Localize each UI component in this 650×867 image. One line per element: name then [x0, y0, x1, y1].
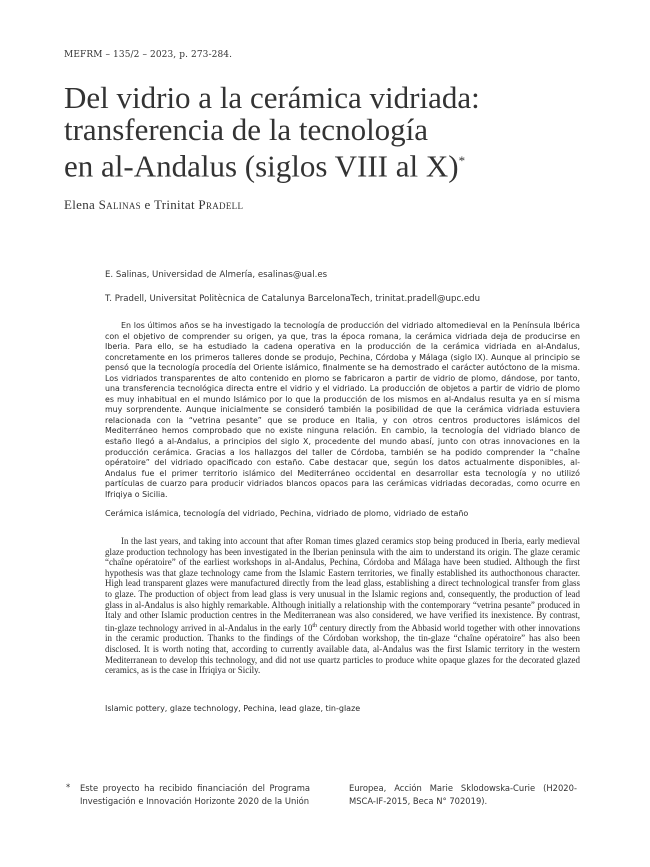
- abstract-spanish-text: En los últimos años se ha investigado la tecnología de producción del vidriado altomedieval en la Península Ibérica con el objetivo de comprender su origen, ya que, tras la época romana, la cerámica vidriada deja de producirse en Iberia. Para ello, se ha estudiado la cadena operativa en la producción de la cerámica vidriada en al-Andalus, concretamente en los primeros talleres donde se produjo, Pechina, Córdoba y Málaga (siglo IX). Aunque al principio se pensó que la tecnología procedía del Oriente islámico, finalmente se ha demostrado el carácter autóctono de la misma. Los vidriados transparentes de alto contenido en plomo se fabricaron a partir de vidrio de plomo, dándose, por tanto, una transferencia tecnológica directa entre el vidrio y el vidriado. La producción de objetos a partir de vidrio de plomo es muy inhabitual en el mundo Islámico por lo que la producción de los mismos en al-Andalus resulta ya en sí misma muy sorprendente. Aunque inicialmente se consideró también la posibilidad de que la cerámica vidriada estuviera relacionada con la “vetrina pesante” que se produce en Italia, y con otros centros productores islámicos del Mediterráneo hemos comprobado que no existe ninguna relación. En cambio, la tecnología del vidriado blanco de estaño llegó a al-Andalus, a principios del siglo X, procedente del mundo abasí, junto con otras innovaciones en la producción cerámica. Gracias a los hallazgos del taller de Córdoba, también se ha podido comprender la “chaîne opératoire” del vidriado opacificado con estaño. Cabe destacar que, según los datos actualmente disponibles, al-Andalus fue el primer territorio islámico del Mediterráneo occidental en desarrollar esta tecnología y no utilizó partículas de cuarzo para producir vidriados blancos opacos para las cerámicas vidriadas decoradas, como ocurre en Ifriqiya o Sicilia.: [105, 321, 580, 499]
- author-1-last: Salinas: [98, 197, 141, 212]
- author-line: [64, 197, 243, 213]
- keywords-english: Islamic pottery, glaze technology, Pechina, lead glaze, tin-glaze: [105, 704, 361, 713]
- title-line-1: Del vidrio a la cerámica vidriada:: [64, 80, 480, 115]
- title-line-3-text: en al-Andalus (siglos VIII al X): [64, 148, 459, 184]
- journal-citation: MEFRM – 135/2 – 2023, p. 273-284.: [64, 50, 233, 60]
- title-footnote-mark: *: [458, 153, 466, 168]
- abstract-english: [105, 536, 580, 676]
- author-1-first: Elena: [64, 197, 99, 212]
- footnote-mark: *: [66, 782, 71, 792]
- author-2-first: Trinitat: [153, 197, 199, 212]
- title-line-3: [64, 145, 584, 182]
- author-2-last: Pradell: [198, 197, 244, 212]
- abstract-english-sup: th: [312, 622, 317, 629]
- abstract-english-part-2: century directly from the Abbasid world together with other innovations in the ceramic production. Thanks to the findings of the Córdoban workshop, the tin-glaze “chaîne opératoire” has also been disclosed. It is worth noting that, according to currently available data, al-Andalus was the first Islamic territory in the western Mediterranean to develop this technology, and did not use quartz particles to produce white opaque glazes for the decorated glazed ceramics, as is the case in Ifriqiya or Sicily.: [105, 622, 580, 676]
- title-line-2: transferencia de la tecnología: [64, 111, 429, 147]
- abstract-spanish: [105, 321, 580, 500]
- author-conjunction: e: [141, 197, 154, 212]
- footnote-left-column: Este proyecto ha recibido financiación del Programa Investigación e Innovación Horizonte 2020 de la Unión: [80, 783, 310, 806]
- affiliation-1: E. Salinas, Universidad de Almería, esalinas@ual.es: [105, 270, 328, 280]
- article-title: [64, 82, 584, 182]
- footnote-right-column: Europea, Acción Marie Sklodowska-Curie (H2020-MSCA-IF-2015, Beca N° 702019).: [349, 783, 577, 806]
- abstract-english-part-1: In the last years, and taking into account that after Roman times glazed ceramics stop being produced in Iberia, early medieval glaze production technology has been investigated in the Iberian peninsula with the aim to understand its origin. The glaze ceramic “chaîne opératoire” of the earliest workshops in al-Andalus, Pechina, Córdoba and Málaga have been studied. Although the first hypothesis was that glaze technology came from the Islamic Eastern territories, we finally established its authocthonous character. High lead transparent glazes were manufactured directly from the lead glass, establishing a direct technological transfer from glass to glaze. The production of object from lead glass is very unusual in the Islamic regions and, consequently, the production of lead glass in al-Andalus is also highly remarkable. Although initially a relationship with the contemporary “vetrina pesante” produced in Italy and other Islamic production centres in the Mediterranean was also considered, we have verified its inexistence. By contrast, tin-glaze technology arrived in al-Andalus in the early 10: [105, 536, 580, 633]
- abstract-english-text: [105, 536, 580, 676]
- keywords-spanish: Cerámica islámica, tecnología del vidriado, Pechina, vidriado de plomo, vidriado de estaño: [105, 509, 469, 518]
- affiliation-2: T. Pradell, Universitat Politècnica de Catalunya BarcelonaTech, trinitat.pradell@upc.edu: [105, 294, 481, 304]
